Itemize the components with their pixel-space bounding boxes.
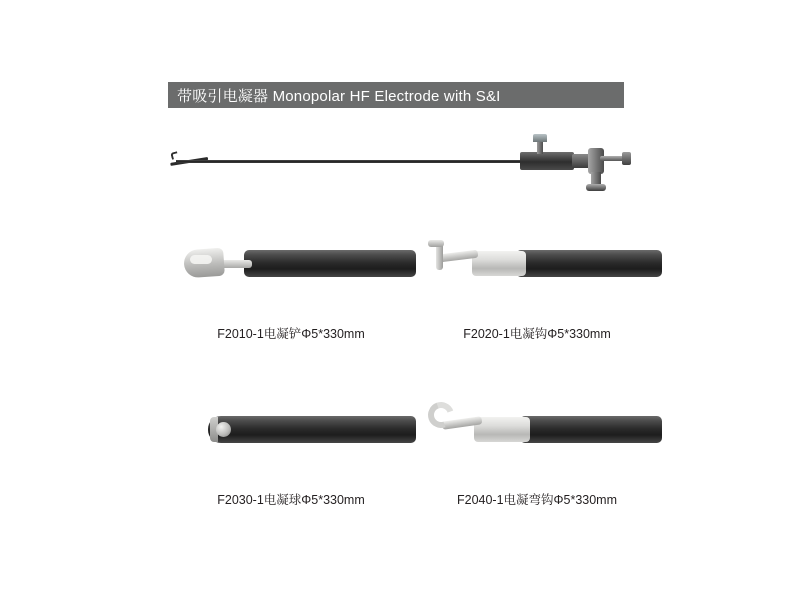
hero-instrument-image	[170, 126, 630, 198]
spatula-highlight	[190, 255, 212, 264]
product-caption: F2030-1电凝球Φ5*330mm	[217, 493, 365, 507]
ball-electrode	[216, 422, 231, 437]
suction-valve-cap	[533, 134, 547, 142]
product-cell	[412, 222, 662, 342]
stopcock-body	[588, 148, 604, 174]
product-cell	[166, 222, 416, 342]
instrument-handle	[520, 152, 574, 170]
product-image-ball	[166, 388, 416, 474]
hook-foot	[428, 240, 444, 247]
insulated-shaft	[208, 416, 416, 443]
product-cell	[412, 388, 662, 508]
product-caption: F2010-1电凝铲Φ5*330mm	[217, 327, 365, 341]
page-title: 带吸引电凝器 Monopolar HF Electrode with S&I	[177, 87, 501, 105]
suction-valve-stem	[537, 140, 543, 154]
product-caption: F2020-1电凝钩Φ5*330mm	[463, 327, 611, 341]
section-title-bar	[168, 82, 624, 108]
product-image-curved-hook	[412, 388, 662, 474]
stopcock-knob	[622, 152, 631, 165]
electrode-tip-hook-icon	[170, 151, 179, 160]
irrigation-port-knob	[586, 184, 606, 191]
ceramic-collar	[472, 251, 526, 276]
insulated-shaft	[516, 250, 662, 277]
product-image-l-hook	[412, 222, 662, 308]
instrument-shaft	[176, 160, 524, 163]
insulated-shaft	[520, 416, 662, 443]
ceramic-collar	[474, 417, 530, 442]
product-image-spatula	[166, 222, 416, 308]
product-cell	[166, 388, 416, 508]
product-caption: F2040-1电凝弯钩Φ5*330mm	[456, 493, 618, 507]
insulated-shaft	[244, 250, 416, 277]
